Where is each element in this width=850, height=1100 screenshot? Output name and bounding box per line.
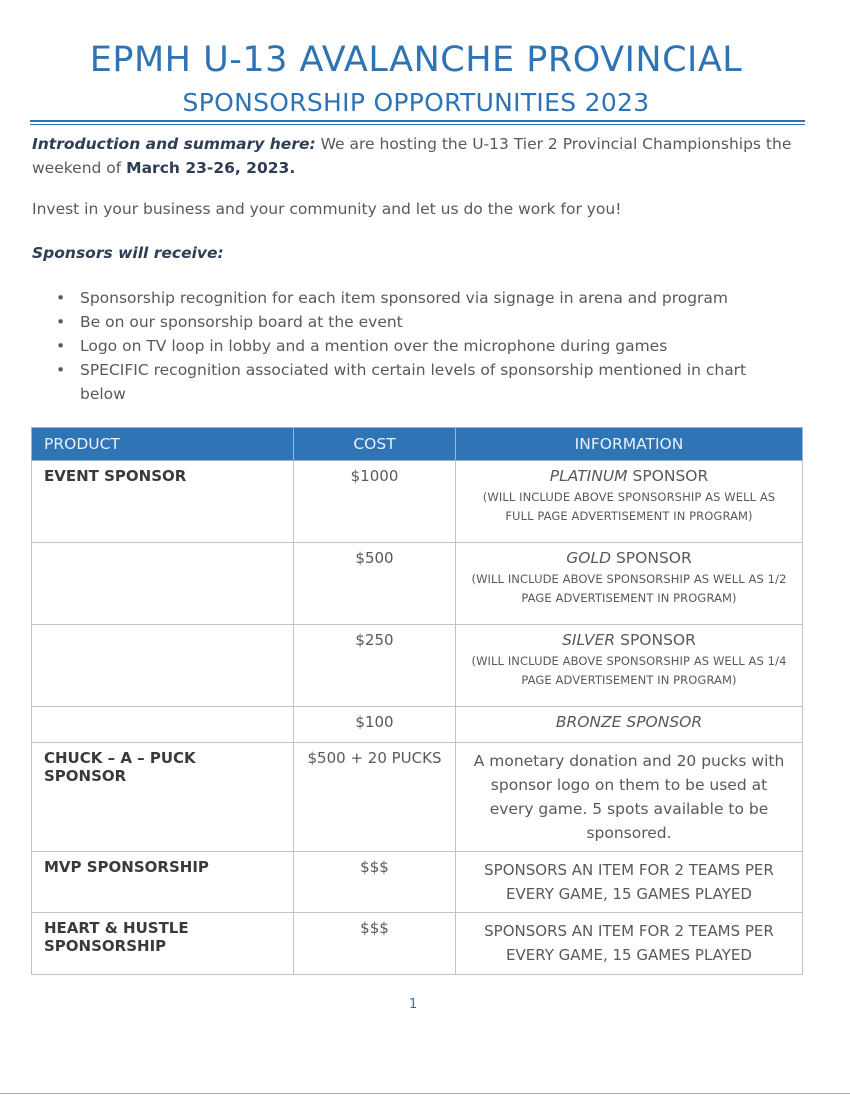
intro-lead: Introduction and summary here: (32, 135, 316, 153)
bullet-icon: • (56, 289, 66, 307)
table-row (32, 707, 803, 743)
cost-cell: $100 (294, 707, 456, 743)
sponsor-note: (WILL INCLUDE ABOVE SPONSORSHIP AS WELL AS 1/4 PAGE ADVERTISEMENT IN PROGRAM) (471, 654, 787, 687)
table-row (32, 461, 803, 543)
sponsorship-table (31, 427, 803, 975)
table-row (32, 913, 803, 975)
product-cell: HEART & HUSTLE SPONSORSHIP (32, 913, 294, 975)
document-subtitle: SPONSORSHIP OPPORTUNITIES 2023 (182, 88, 650, 117)
table-row (32, 543, 803, 625)
information-cell (456, 707, 803, 743)
sponsor-level: BRONZE SPONSOR (555, 713, 703, 731)
benefit-item: • Be on our sponsorship board at the event (56, 310, 786, 334)
page-number: 1 (409, 997, 418, 1012)
product-cell: CHUCK – A – PUCK SPONSOR (32, 743, 294, 852)
sponsor-note: (WILL INCLUDE ABOVE SPONSORSHIP AS WELL AS 1/2 PAGE ADVERTISEMENT IN PROGRAM) (471, 572, 787, 605)
bullet-icon: • (56, 313, 66, 331)
sponsor-level: SILVER (562, 631, 616, 649)
table-row (32, 852, 803, 913)
benefit-item: • SPECIFIC recognition associated with certain levels of sponsorship mentioned in chart below (56, 358, 786, 406)
sponsor-level: GOLD (566, 549, 612, 567)
column-header-product: PRODUCT (32, 428, 294, 461)
information-cell: A monetary donation and 20 pucks with sponsor logo on them to be used at every game. 5 spots available to be sponsored. (456, 743, 803, 852)
information-cell: SPONSORS AN ITEM FOR 2 TEAMS PER EVERY GAME, 15 GAMES PLAYED (456, 913, 803, 975)
column-header-information: INFORMATION (456, 428, 803, 461)
sponsor-level: PLATINUM (549, 467, 628, 485)
intro-text: We are hosting the U-13 Tier 2 Provincial Championships the weekend of (32, 135, 792, 177)
event-dates: March 23-26, 2023. (126, 159, 296, 177)
footer-rule (0, 1093, 850, 1094)
cost-cell: $250 (294, 625, 456, 707)
table-row (32, 743, 803, 852)
information-cell: SPONSORS AN ITEM FOR 2 TEAMS PER EVERY GAME, 15 GAMES PLAYED (456, 852, 803, 913)
title-rule-thin (30, 124, 805, 125)
invest-paragraph: Invest in your business and your community and let us do the work for you! (32, 200, 622, 218)
benefits-list (56, 286, 786, 406)
table-row (32, 625, 803, 707)
cost-cell: $500 + 20 PUCKS (294, 743, 456, 852)
product-cell: EVENT SPONSOR (32, 461, 294, 543)
cost-cell: $$$ (294, 913, 456, 975)
bullet-icon: • (56, 337, 66, 355)
information-cell: PLATINUM SPONSOR (WILL INCLUDE ABOVE SPONSORSHIP AS WELL AS FULL PAGE ADVERTISEMENT IN PROGRAM) (456, 461, 803, 543)
product-cell (32, 707, 294, 743)
product-cell: MVP SPONSORSHIP (32, 852, 294, 913)
information-cell: GOLD SPONSOR (WILL INCLUDE ABOVE SPONSORSHIP AS WELL AS 1/2 PAGE ADVERTISEMENT IN PROGRAM) (456, 543, 803, 625)
information-cell: SILVER SPONSOR (WILL INCLUDE ABOVE SPONSORSHIP AS WELL AS 1/4 PAGE ADVERTISEMENT IN PROGRAM) (456, 625, 803, 707)
product-cell (32, 543, 294, 625)
benefit-item: • Sponsorship recognition for each item sponsored via signage in arena and program (56, 286, 786, 310)
cost-cell: $500 (294, 543, 456, 625)
sponsor-note: (WILL INCLUDE ABOVE SPONSORSHIP AS WELL AS FULL PAGE ADVERTISEMENT IN PROGRAM) (482, 490, 776, 523)
sponsors-receive-heading: Sponsors will receive: (32, 244, 224, 262)
column-header-cost: COST (294, 428, 456, 461)
bullet-icon: • (56, 361, 66, 379)
table-header-row (32, 428, 803, 461)
cost-cell: $1000 (294, 461, 456, 543)
document-title: EPMH U-13 AVALANCHE PROVINCIAL (89, 40, 743, 80)
benefit-item: • Logo on TV loop in lobby and a mention over the microphone during games (56, 334, 786, 358)
cost-cell: $$$ (294, 852, 456, 913)
product-cell (32, 625, 294, 707)
title-rule (30, 120, 805, 122)
introduction-paragraph (32, 132, 792, 180)
